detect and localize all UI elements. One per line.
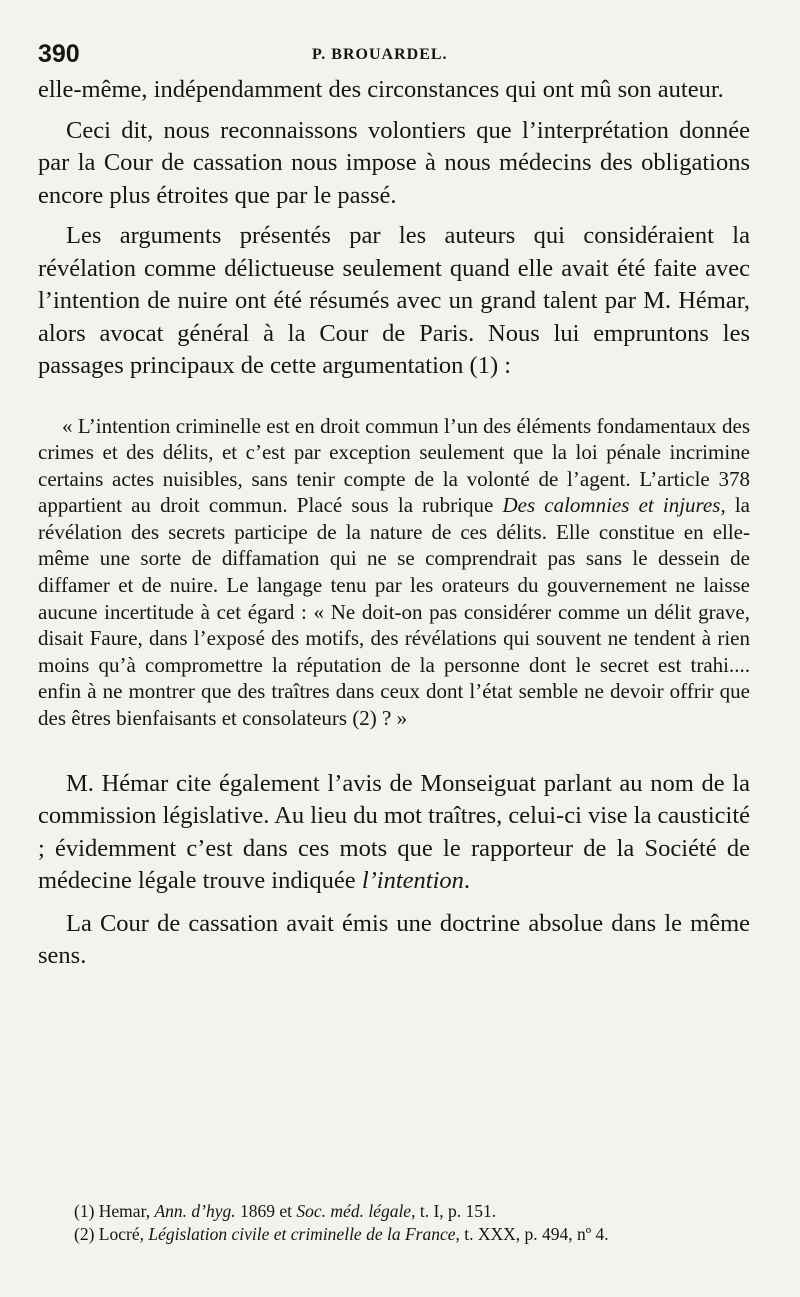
quotation-block (38, 413, 750, 732)
paragraph-arguments: Les arguments présentés par les auteurs qui considéraient la révélation comme délictueuse seulement quand elle avait été faite avec l’intention de nuire ont été résumés avec un grand talent par M. Hémar, alors avocat général à la Cour de Paris. Nous lui empruntons les passages principaux de cette argumentation (1) : (38, 222, 750, 379)
footnote-2-author: (2) Locré, (74, 1224, 149, 1244)
paragraph-hemar-italic: l’intention (361, 867, 464, 895)
footnote-2 (38, 1223, 770, 1246)
footnote-1-author: (1) Hemar, (74, 1201, 155, 1221)
footnote-1-mid: 1869 et (235, 1201, 297, 1221)
footnote-2-title: Législation civile et criminelle de la France (148, 1224, 456, 1244)
footnote-2-end: , t. XXX, p. 494, nº 4. (455, 1224, 609, 1244)
paragraph-hemar-text: M. Hémar cite également l’avis de Monseiguat parlant au nom de la commission législative. Au lieu du mot traîtres, celui-ci vise la causticité ; évidemment c’est dans ces mots que le rapporteur de la Société de médecine légale trouve indiquée (38, 769, 750, 895)
paragraph-hemar-end: . (463, 867, 471, 895)
page-number: 390 (38, 40, 80, 68)
paragraph-interpretation: Ceci dit, nous reconnaissons volontiers que l’interprétation donnée par la Cour de cassation nous impose à nous médecins des obligations encore plus étroites que par le passé. (38, 116, 750, 209)
footnote-1-society: Soc. méd. légale (296, 1201, 412, 1221)
paragraph-hemar (38, 768, 750, 898)
quotation-part-1: « L’intention criminelle est en droit commun l’un des éléments fondamentaux des crimes et des délits, et c’est par exception seulement que la loi pénale incrimine certains actes nuisibles, sans tenir compte de la volonté de l’agent. L’article 378 appartient au droit commun. Placé sous la rubrique (38, 413, 750, 518)
footnote-1-end: , t. I, p. 151. (411, 1201, 497, 1221)
paragraph-continuation: elle-même, indépendamment des circonstances qui ont mû son auteur. (38, 76, 724, 103)
quotation-text (38, 413, 750, 732)
footnote-1 (38, 1200, 770, 1223)
quotation-part-2: , la révélation des secrets participe de la nature de ces délits. Elle constitue en elle-même une sorte de diffamation qui ne se comprendrait pas sans le dessein de diffamer et de nuire. Le langage tenu par les orateurs du gouvernement ne laisse aucune incertitude à cet égard : « Ne doit-on pas considérer comme un délit grave, disait Faure, dans l’exposé des motifs, des révélations qui souvent ne tendent à rien moins qu’à compromettre la réputation de la personne dont le secret est trahi.... enfin à ne montrer que des traîtres dans ceux dont l’état semble ne devoir offrir que des êtres bienfaisants et consolateurs (2) ? » (38, 493, 750, 731)
footnotes (38, 1200, 770, 1246)
running-head: P. BROUARDEL. (312, 46, 448, 63)
main-text (38, 74, 750, 973)
quotation-rubric-title: Des calomnies et injures (502, 493, 721, 518)
page-header (38, 40, 758, 70)
paragraph-cour-cassation: La Cour de cassation avait émis une doctrine absolue dans le même sens. (38, 909, 750, 970)
footnote-1-journal: Ann. d’hyg. (154, 1201, 236, 1221)
